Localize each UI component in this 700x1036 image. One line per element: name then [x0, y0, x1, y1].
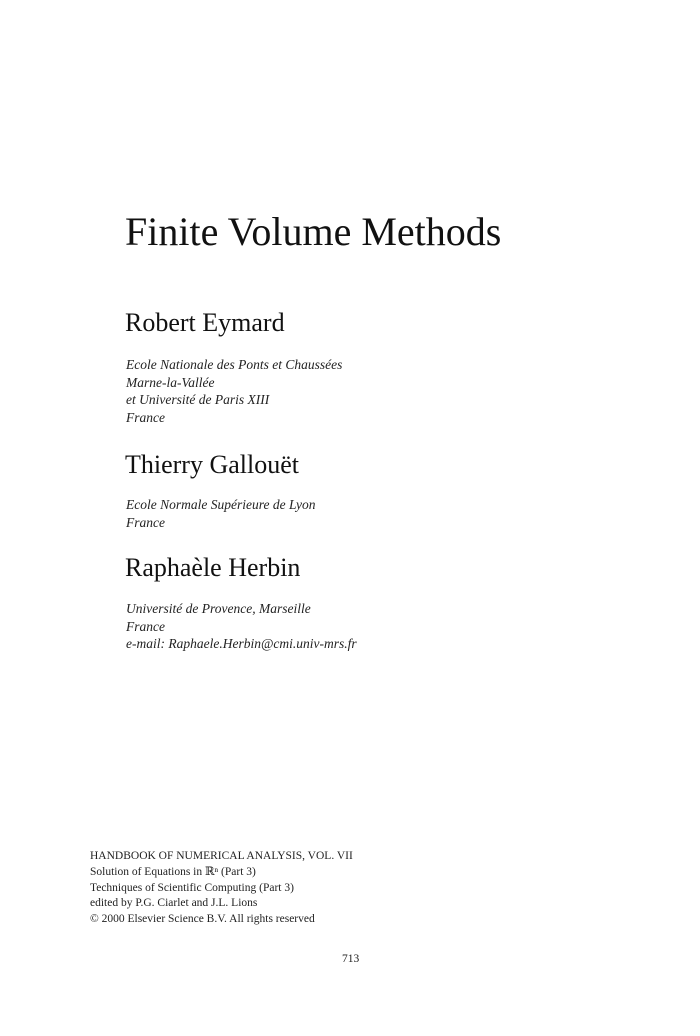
footer-line: Techniques of Scientific Computing (Part 3) [90, 881, 294, 894]
footer-line: edited by P.G. Ciarlet and J.L. Lions [90, 897, 258, 910]
author-affiliation [126, 356, 342, 426]
author-email: e-mail: Raphaele.Herbin@cmi.univ-mrs.fr [126, 636, 357, 651]
author-name: Thierry Gallouët [125, 450, 299, 479]
publication-info [90, 849, 353, 928]
affiliation-line: et Université de Paris XIII [126, 392, 270, 407]
affiliation-line: Université de Provence, Marseille [126, 601, 311, 616]
page-number: 713 [342, 953, 360, 965]
author-name: Raphaèle Herbin [125, 553, 301, 582]
affiliation-line: France [126, 514, 165, 530]
affiliation-line: France [126, 409, 165, 425]
footer-line: HANDBOOK OF NUMERICAL ANALYSIS, VOL. VII [90, 850, 353, 862]
affiliation-line: France [126, 618, 165, 634]
footer-line: © 2000 Elsevier Science B.V. All rights reserved [90, 913, 315, 926]
affiliation-line: Marne-la-Vallée [126, 374, 215, 390]
affiliation-line: Ecole Normale Supérieure de Lyon [126, 497, 316, 512]
page-title: Finite Volume Methods [125, 209, 502, 254]
footer-line: Solution of Equations in ℝⁿ (Part 3) [90, 865, 256, 878]
author-name: Robert Eymard [125, 308, 285, 337]
author-affiliation [126, 496, 316, 531]
affiliation-line: Ecole Nationale des Ponts et Chaussées [126, 357, 343, 372]
author-affiliation [126, 600, 357, 653]
